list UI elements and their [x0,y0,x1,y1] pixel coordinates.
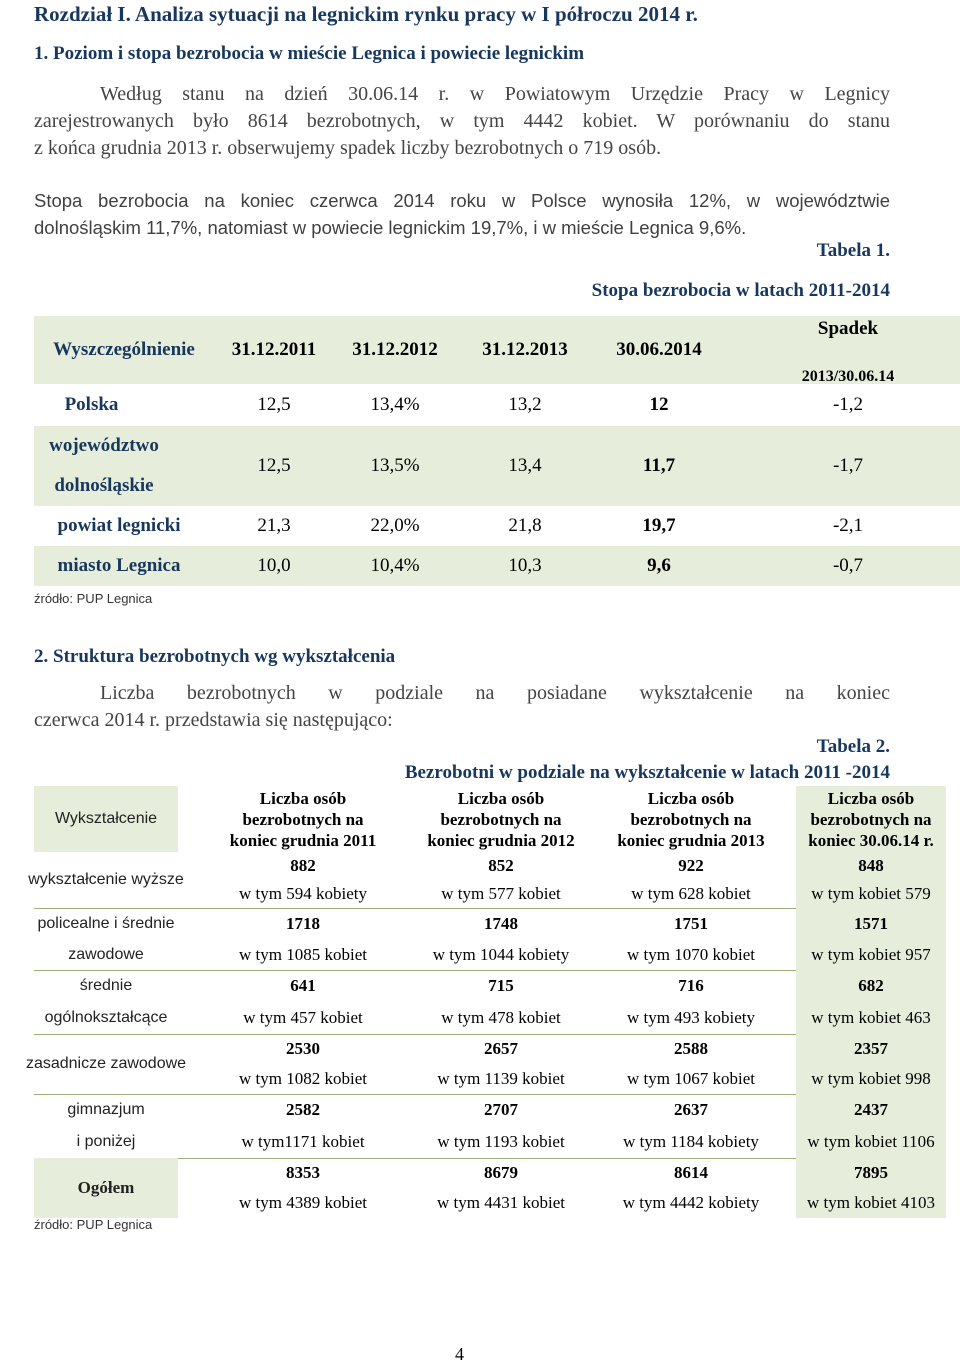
women-count: w tym 4431 kobiet [437,1193,565,1212]
women-count: w tym 4389 kobiet [239,1193,367,1212]
header-cell: Wyszczególnienie [53,339,195,360]
cell-2011: 12,5 [257,455,291,476]
header-line: bezrobotnych na [810,809,932,829]
cell-2012 [406,970,596,1034]
row-label-line: zasadnicze zawodowe [25,1055,187,1072]
header-cell [796,786,946,852]
cell-2013: 13,4 [508,455,542,476]
women-count: w tym 1067 kobiet [627,1069,755,1088]
cell-drop: -1,7 [832,455,864,476]
count: 2582 [286,1100,320,1119]
count: 1718 [286,913,320,933]
paragraph-line: dolnośląskim 11,7%, natomiast w powiecie legnickim 19,7%, i w mieście Legnica 9,6%. [34,217,747,238]
row-label-line: gimnazjum [67,1101,145,1118]
cell-2011 [208,1094,398,1158]
table1-caption: Stopa bezrobocia w latach 2011-2014 [591,280,890,301]
cell-2012 [406,1034,596,1094]
header-cell-drop [778,316,918,388]
header-line: Liczba osób [457,788,545,808]
cell-2012: 13,5% [370,455,420,476]
cell-2012: 10,4% [370,555,420,576]
women-count: w tym 1082 kobiet [239,1069,367,1088]
header-line: koniec grudnia 2012 [427,830,575,850]
women-count: w tym kobiet 957 [811,944,931,964]
cell-2012: 22,0% [370,515,420,536]
count: 8353 [286,1163,320,1182]
cell-2011 [208,908,398,970]
cell-drop: -2,1 [832,515,864,536]
women-count: w tym 493 kobiety [627,1008,755,1027]
cell-2012 [406,1094,596,1158]
count: 882 [290,856,316,875]
women-count: w tym 4442 kobiety [622,1193,760,1212]
women-count: w tym 1044 kobiety [432,944,570,964]
women-count: w tym 577 kobiet [441,884,561,903]
table1-label: Tabela 1. [816,240,890,261]
count: 1751 [674,913,708,933]
row-label [20,852,192,908]
cell-2013: 21,8 [508,515,542,536]
section1-paragraph2 [34,187,890,241]
cell-2011: 21,3 [257,515,291,536]
row-label-line: Ogółem [77,1178,135,1197]
row-label-line: wykształcenie wyższe [28,871,184,888]
paragraph-line: czerwca 2014 r. przedstawia się następująco: [34,709,393,731]
cell-2013: 10,3 [508,555,542,576]
count: 2437 [854,1100,888,1119]
count: 715 [488,976,514,995]
header-cell [208,786,398,852]
count: 7895 [854,1163,888,1182]
row-label [20,908,192,970]
page-number: 4 [455,1344,464,1364]
table-row [34,386,960,424]
header-line: Liczba osób [259,788,347,808]
row-label-line: policealne i średnie [37,914,175,932]
women-count: w tym 1085 kobiet [239,944,367,964]
header-drop-sub: 2013/30.06.14 [801,368,895,385]
cell-2014 [796,852,946,908]
count: 2657 [484,1039,518,1058]
cell-drop: -0,7 [832,555,864,576]
header-cell [34,786,178,852]
section2-title: 2. Struktura bezrobotnych wg wykształcenia [34,646,396,667]
table2-header-row [34,786,946,852]
cell-2011: 12,5 [257,394,291,415]
table-row-total [34,1158,946,1218]
women-count: w tym 1139 kobiet [437,1069,565,1088]
women-count: w tym kobiet 1106 [807,1132,935,1151]
cell-2014: 19,7 [642,515,676,536]
women-count: w tym1171 kobiet [241,1132,365,1151]
header-cell [596,786,786,852]
row-label-line: województwo [49,435,159,456]
row-label: Polska [64,394,119,415]
table-row [28,852,946,908]
row-label-line: średnie [79,977,133,994]
paragraph-line: z końca grudnia 2013 r. obserwujemy spadek liczby bezrobotnych o 719 osób. [34,137,662,159]
cell-2011 [208,1034,398,1094]
cell-2014 [796,1034,946,1094]
header-line: koniec grudnia 2011 [229,830,377,850]
paragraph-line: zarejestrowanych było 8614 bezrobotnych, w tym 4442 kobiet. W porównaniu do stanu [34,110,890,132]
row-label-line: zawodowe [68,945,144,963]
cell-2014 [796,908,946,970]
count: 2707 [484,1100,518,1119]
header-cell: 31.12.2012 [352,339,438,360]
cell-2011 [208,970,398,1034]
cell-2013 [596,1158,786,1218]
table1-header-row [34,316,960,384]
table2-caption: Bezrobotni w podziale na wykształcenie w latach 2011 -2014 [404,762,890,783]
count: 2588 [674,1039,708,1058]
header-line: Liczba osób [827,788,915,808]
cell-2013 [596,852,786,908]
count: 641 [290,976,316,995]
cell-2014: 12 [649,394,669,415]
paragraph-line: Stopa bezrobocia na koniec czerwca 2014 roku w Polsce wynosiła 12%, w województwie [34,190,890,211]
cell-2011 [208,1158,398,1218]
women-count: w tym 594 kobiety [239,884,367,903]
row-label: powiat legnicki [57,515,181,536]
cell-2014 [796,1094,946,1158]
table-row [34,426,960,506]
row-label [34,1158,178,1218]
count: 8614 [674,1163,708,1182]
women-count: w tym kobiet 463 [811,1008,931,1027]
table-row [34,1094,946,1158]
section1-title: 1. Poziom i stopa bezrobocia w mieście Legnica i powiecie legnickim [34,43,585,64]
women-count: w tym 1184 kobiety [623,1132,759,1151]
header-line: Liczba osób [647,788,735,808]
chapter-title: Rozdział I. Analiza sytuacji na legnickim rynku pracy w I półroczu 2014 r. [34,2,698,26]
count: 852 [488,856,514,875]
women-count: w tym kobiet 579 [811,884,931,903]
row-label [20,1034,192,1094]
row-label-line: ogólnokształcące [44,1009,168,1026]
cell-2012: 13,4% [370,394,420,415]
count: 922 [678,856,704,875]
women-count: w tym kobiet 4103 [807,1193,935,1212]
cell-2013 [596,970,786,1034]
women-count: w tym kobiet 998 [811,1069,931,1088]
cell-2012 [406,1158,596,1218]
count: 1748 [484,913,518,933]
row-label [34,426,174,506]
header-line: koniec grudnia 2013 [617,830,765,850]
count: 2530 [286,1039,320,1058]
row-label-line: i poniżej [76,1133,136,1150]
table2-label: Tabela 2. [816,736,890,757]
cell-2013 [596,1094,786,1158]
header-line: bezrobotnych na [440,809,562,829]
women-count: w tym 628 kobiet [631,884,751,903]
count: 848 [858,856,884,875]
count: 1571 [854,913,888,933]
cell-2013 [596,908,786,970]
paragraph-line: Według stanu na dzień 30.06.14 r. w Powiatowym Urzędzie Pracy w Legnicy [100,83,890,105]
women-count: w tym 1193 kobiet [437,1132,565,1151]
row-label [20,1094,192,1158]
table-row [34,908,946,970]
count: 682 [858,976,884,995]
header-line: bezrobotnych na [242,809,364,829]
count: 2357 [854,1039,888,1058]
header-cell: 30.06.2014 [616,339,702,360]
header-line: koniec 30.06.14 r. [808,830,934,850]
cell-2012 [406,908,596,970]
header-line: bezrobotnych na [630,809,752,829]
cell-2014 [796,1158,946,1218]
cell-drop: -1,2 [832,394,864,415]
table-row [25,1034,946,1094]
header-cell: 31.12.2013 [482,339,568,360]
header-label: Wykształcenie [54,810,158,827]
table1-source: źródło: PUP Legnica [34,591,153,606]
table2-source: źródło: PUP Legnica [34,1217,153,1232]
table-row [34,546,960,586]
table-row [34,970,946,1034]
cell-2013 [596,1034,786,1094]
count: 2637 [674,1100,708,1119]
cell-2014: 9,6 [647,555,671,576]
women-count: w tym 1070 kobiet [627,944,755,964]
header-cell: 31.12.2011 [231,339,317,360]
women-count: w tym 478 kobiet [441,1008,561,1027]
section1-paragraph1 [34,81,890,162]
cell-2014: 11,7 [642,455,676,476]
cell-2011 [208,852,398,908]
paragraph-line: Liczba bezrobotnych w podziale na posiadane wykształcenie na koniec [100,682,890,704]
row-label: miasto Legnica [57,555,181,576]
cell-2011: 10,0 [257,555,291,576]
header-drop-label: Spadek [817,318,879,339]
table-row [34,506,960,546]
cell-2013: 13,2 [508,394,542,415]
count: 8679 [484,1163,518,1182]
count: 716 [678,976,704,995]
header-cell [406,786,596,852]
cell-2012 [406,852,596,908]
row-label [20,970,192,1034]
section2-paragraph [34,680,890,734]
cell-2014 [796,970,946,1034]
row-label-line: dolnośląskie [54,475,154,496]
women-count: w tym 457 kobiet [243,1008,363,1027]
